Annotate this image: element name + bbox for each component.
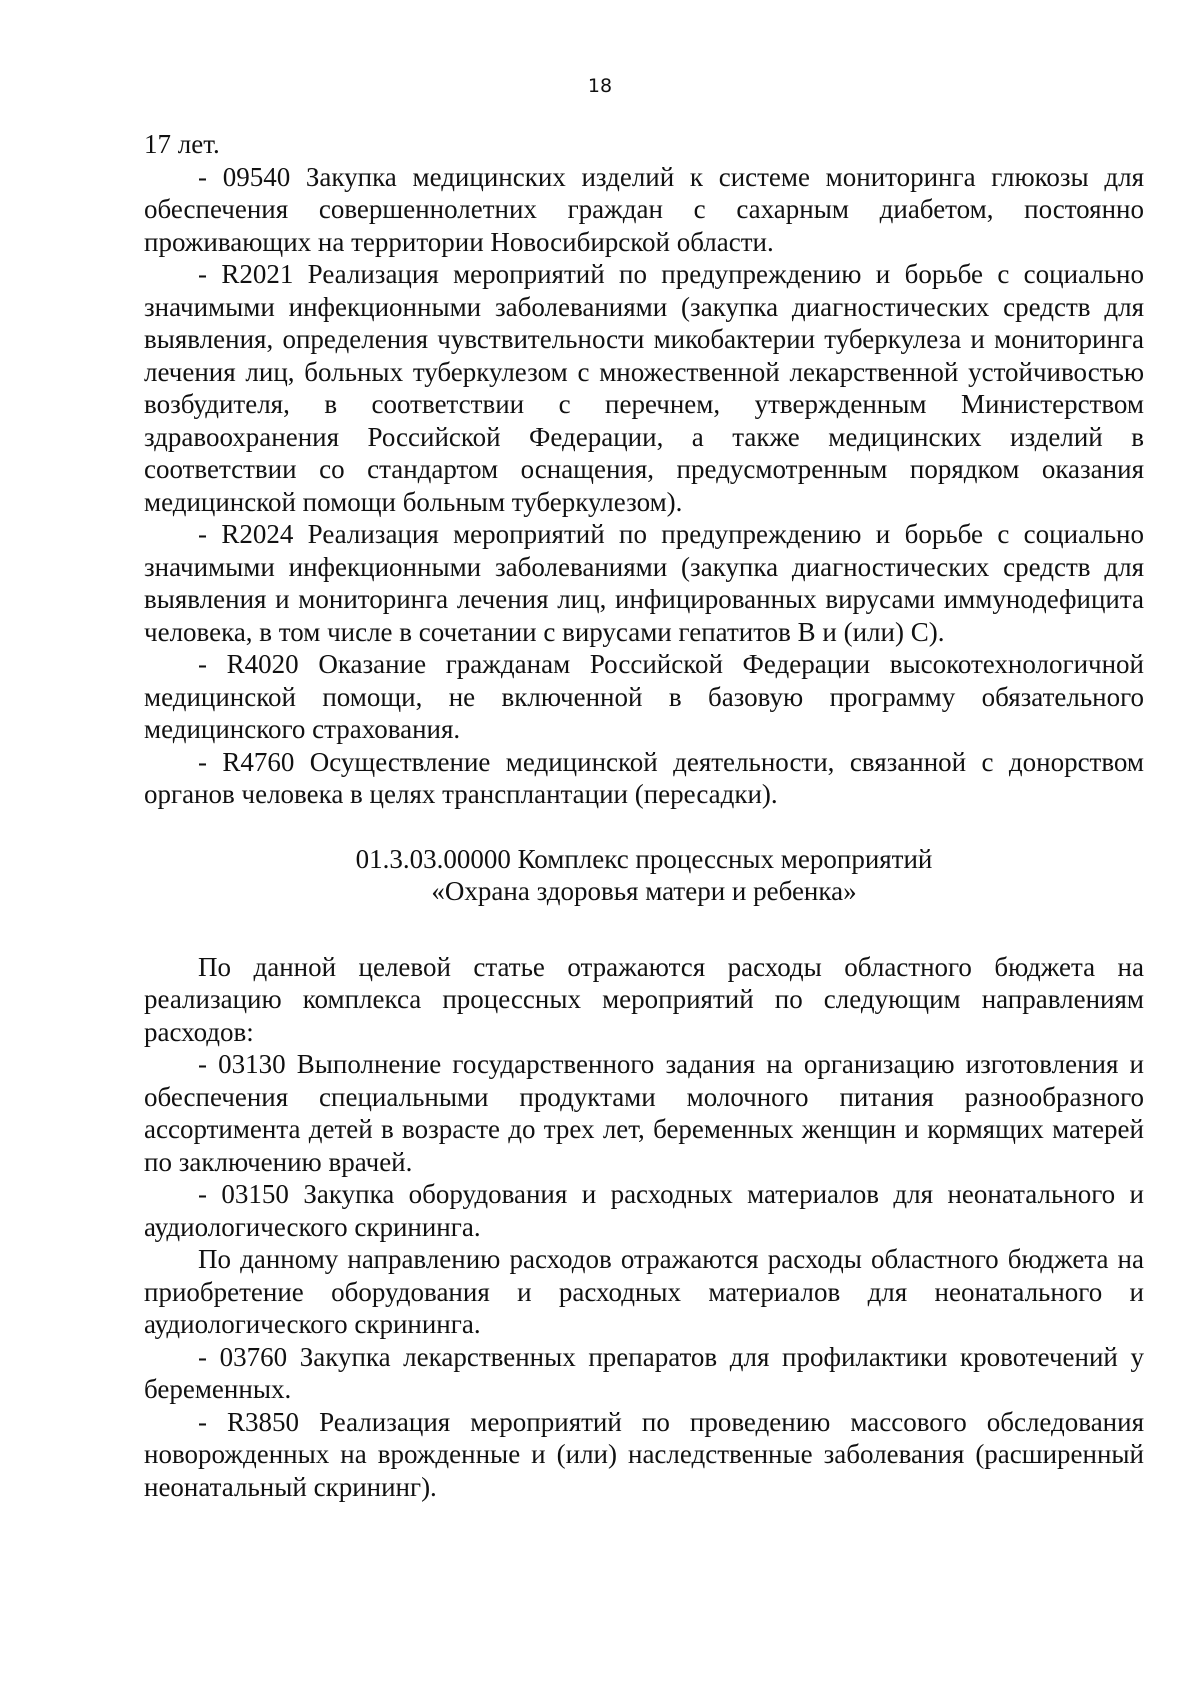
paragraph: - 03150 Закупка оборудования и расходных материалов для неонатального и аудиологического скрининга. — [144, 1179, 1144, 1242]
paragraph: - 09540 Закупка медицинских изделий к системе мониторинга глюкозы для обеспечения совершеннолетних граждан с сахарным диабетом, постоянно проживающих на территории Новосибирской области. — [144, 161, 1144, 257]
paragraph: По данной целевой статье отражаются расходы областного бюджета на реализацию комплекса процессных мероприятий по следующим направлениям расходов: — [144, 951, 1144, 1047]
section-heading — [144, 843, 1144, 908]
paragraph: - R4760 Осуществление медицинской деятельности, связанной с донорством органов человека в целях трансплантации (пересадки). — [144, 746, 1144, 809]
paragraph: - R4020 Оказание гражданам Российской Федерации высокотехнологичной медицинской помощи, не включенной в базовую программу обязательного медицинского страхования. — [144, 649, 1144, 744]
paragraph: - 03760 Закупка лекарственных препаратов для профилактики кровотечений у беременных. — [144, 1341, 1144, 1404]
section-heading-line-2: «Охрана здоровья матери и ребенка» — [431, 876, 857, 906]
paragraphs-after-heading — [144, 951, 1144, 1504]
paragraph: 17 лет. — [144, 129, 220, 159]
page-number: 18 — [587, 75, 613, 97]
paragraphs-before-heading — [144, 128, 1144, 811]
section-heading-line-1: 01.3.03.00000 Комплекс процессных мероприятий — [355, 843, 933, 874]
paragraph: По данному направлению расходов отражаются расходы областного бюджета на приобретение оборудования и расходных материалов для неонатального и аудиологического скрининга. — [144, 1244, 1144, 1339]
document-body — [144, 128, 1144, 1503]
paragraph: - R2021 Реализация мероприятий по предупреждению и борьбе с социально значимыми инфекционными заболеваниями (закупка диагностических средств для выявления, определения чувствительности микобактерии туберкулеза и мониторинга лечения лиц, больных туберкулезом с множественной лекарственной устойчивостью возбудителя, в соответствии с перечнем, утвержденным Министерством здравоохранения Российской Федерации, а также медицинских изделий в соответствии со стандартом оснащения, предусмотренным порядком оказания медицинской помощи больным туберкулезом). — [144, 259, 1144, 517]
paragraph: - R2024 Реализация мероприятий по предупреждению и борьбе с социально значимыми инфекционными заболеваниями (закупка диагностических средств для выявления и мониторинга лечения лиц, инфицированных вирусами иммунодефицита человека, в том числе в сочетании с вирусами гепатитов B и (или) C). — [144, 519, 1144, 647]
paragraph: - 03130 Выполнение государственного задания на организацию изготовления и обеспечения специальными продуктами молочного питания разнообразного ассортимента детей в возрасте до трех лет, беременных женщин и кормящих матерей по заключению врачей. — [144, 1049, 1144, 1177]
paragraph: - R3850 Реализация мероприятий по проведению массового обследования новорожденных на врожденные и (или) наследственные заболевания (расширенный неонатальный скрининг). — [144, 1406, 1144, 1502]
